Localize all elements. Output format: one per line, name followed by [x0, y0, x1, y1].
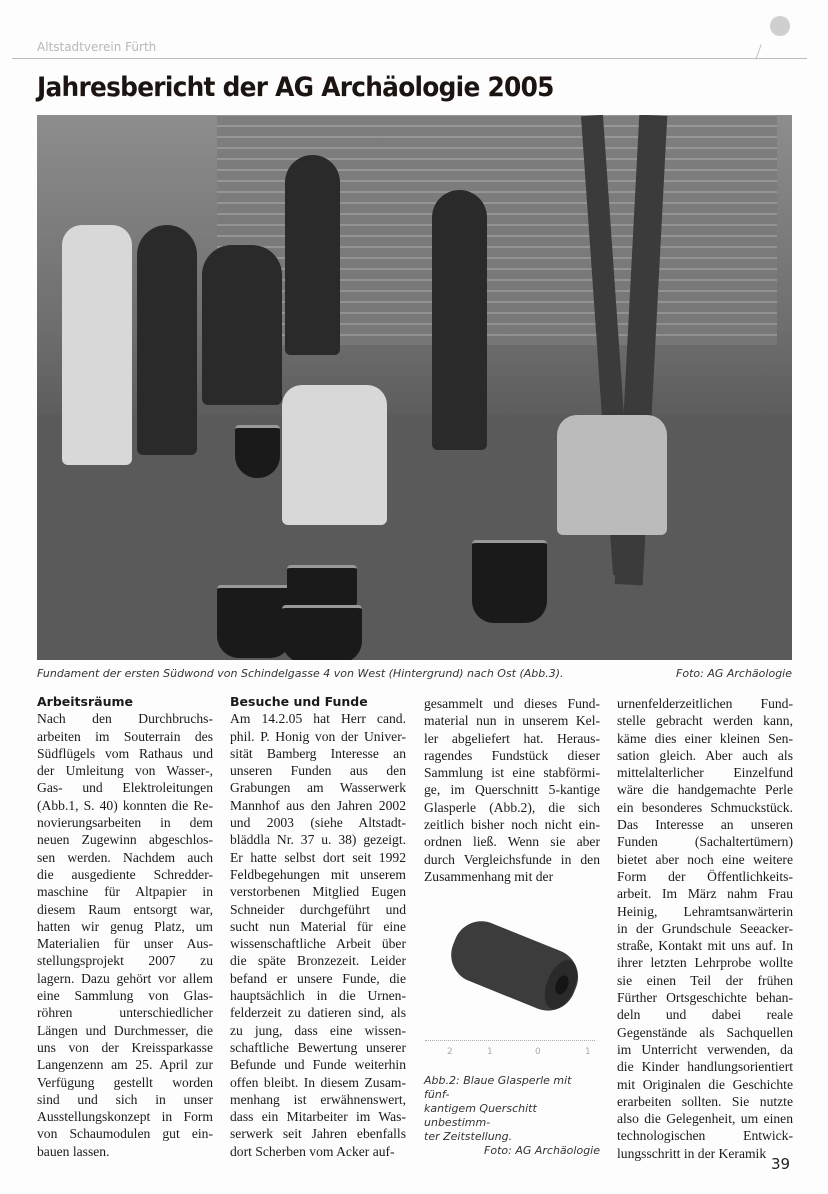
- kneeling-person: [282, 385, 387, 525]
- text-line: lungsschritt in der Keramik: [617, 1145, 767, 1161]
- text-line: diesem Raum entsorgt war,: [37, 901, 213, 917]
- text-line: mit Originalen die Geschichte: [617, 1076, 793, 1092]
- text-line: stelle gebracht werden kann,: [617, 713, 793, 729]
- text-line: uns von der Kreissparkasse: [37, 1039, 213, 1055]
- text-line: ge, im Querschnitt 5-kantige: [424, 782, 600, 798]
- text-line: in der Grundschule Seeacker-: [617, 920, 793, 936]
- text-column-4: [617, 695, 793, 1162]
- text-line: die ausgediente Schredder-: [37, 866, 213, 882]
- text-line: lagern. Dazu gehört vor allem: [37, 970, 213, 986]
- text-line: und 2003 (siehe Altstadt-: [230, 815, 406, 831]
- text-line: Form der Öffentlichkeits-: [617, 868, 793, 884]
- person: [137, 225, 197, 455]
- text-line: Befunde und Funde weiterhin: [230, 1057, 406, 1073]
- text-line: Gas- und Elektroleitungen: [37, 780, 213, 796]
- text-line: Sammlung ist eine stabförmi-: [424, 765, 600, 781]
- text-line: sind und sich in unser: [37, 1091, 213, 1107]
- text-line: gesammelt und dieses Fund-: [424, 696, 600, 711]
- text-line: wissenschaftliche Arbeit über: [230, 936, 406, 952]
- text-line: sität Bamberg Interesse an: [230, 745, 406, 761]
- text-line: (Abb.1, S. 40) konnten die Re-: [37, 797, 213, 813]
- excavation-photo: [37, 115, 792, 660]
- text-line: Am 14.2.05 hat Herr cand.: [230, 711, 406, 727]
- text-line: bauen lassen.: [37, 1143, 110, 1159]
- text-line: maschine für Altpapier in: [37, 884, 213, 900]
- person: [62, 225, 132, 465]
- bucket: [472, 540, 547, 623]
- text-line: von Schaumodulen gut ein-: [37, 1126, 213, 1142]
- text-line: erarbeiten sollten. Sie nutzte: [617, 1093, 793, 1109]
- column-heading: Besuche und Funde: [230, 694, 368, 709]
- caption-line: kantigem Querschitt unbestimm-: [424, 1102, 537, 1129]
- text-line: ordnen ließ. Wenn sie aber: [424, 834, 600, 850]
- text-line: die späte Bronzezeit. Leider: [230, 953, 406, 969]
- page-title: Jahresbericht der AG Archäologie 2005: [37, 72, 554, 103]
- figure-2-caption: [424, 1074, 600, 1158]
- text-line: sucht nun Material für eine: [230, 918, 406, 934]
- ruler-label: 1: [487, 1047, 493, 1057]
- caption-line: ter Zeitstellung.: [424, 1130, 513, 1143]
- text-line: felderzeit zu datieren sind, als: [230, 1005, 406, 1021]
- text-line: arbeiten im Souterrain des: [37, 728, 213, 744]
- text-line: bietet aber noch eine weitere: [617, 851, 793, 867]
- column-heading: Arbeitsräume: [37, 694, 133, 709]
- person: [285, 155, 340, 355]
- text-line: Verfügung gestellt worden: [37, 1074, 213, 1090]
- text-line: Heinig, Lehramtsanwärterin: [617, 903, 793, 919]
- kneeling-person: [557, 415, 667, 535]
- text-line: sie einen Teil der frühen: [617, 972, 793, 988]
- text-line: Schneider durchgeführt und: [230, 901, 406, 917]
- text-line: bläddla Nr. 37 u. 38) gezeigt.: [230, 832, 406, 848]
- text-line: neuen Zugewinn abgeschlos-: [37, 832, 213, 848]
- text-line: phil. P. Honig von der Univer-: [230, 728, 406, 744]
- text-line: novierungsarbeiten in dem: [37, 815, 213, 831]
- figure-2-credit: Foto: AG Archäologie: [484, 1144, 600, 1157]
- text-line: ler abgeliefert hat. Heraus-: [424, 730, 600, 746]
- text-line: dort Scherben vom Acker auf-: [230, 1143, 395, 1159]
- text-line: Funden (Sachaltertümern): [617, 834, 793, 850]
- text-line: schaftliche Bewertung unserer: [230, 1039, 406, 1055]
- text-line: sation gleich. Aber auch als: [617, 747, 793, 763]
- text-line: röhren unterschiedlicher: [37, 1005, 213, 1021]
- text-line: also die Gelegenheit, um einen: [617, 1111, 793, 1127]
- text-column-2: [230, 693, 406, 1160]
- running-header: Altstadtverein Fürth: [37, 40, 157, 54]
- photo-credit: Foto: AG Archäologie: [676, 667, 792, 680]
- text-line: straße, Kontakt mit uns auf. In: [617, 938, 793, 954]
- bucket: [282, 605, 362, 660]
- text-line: offen bleibt. In diesem Zusam-: [230, 1074, 406, 1090]
- text-line: wäre die handgemachte Perle: [617, 782, 793, 798]
- text-line: zu jung, dass eine wissen-: [230, 1022, 406, 1038]
- text-line: Er hatte selbst dort seit 1992: [230, 849, 406, 865]
- text-line: mittelalterlicher Einzelfund: [617, 765, 793, 781]
- text-line: im Unterricht verwenden, da: [617, 1041, 793, 1057]
- text-line: der Umleitung von Wasser-,: [37, 763, 213, 779]
- ruler-label: 0: [535, 1047, 541, 1057]
- text-line: sen werden. Nachdem auch: [37, 849, 213, 865]
- text-line: dass ein Mitarbeiter im Was-: [230, 1109, 406, 1125]
- text-line: hauptsächlich in die Urnen-: [230, 988, 406, 1004]
- text-line: Fürther Ortsgeschichte behan-: [617, 990, 793, 1006]
- text-line: Ausstellungskonzept in Form: [37, 1109, 213, 1125]
- photo-caption: Fundament der ersten Südwond von Schindelgasse 4 von West (Hintergrund) nach Ost (Abb.3).: [37, 667, 564, 680]
- text-line: eine Sammlung von Glas-: [37, 988, 213, 1004]
- text-line: ein besonderes Schmuckstück.: [617, 799, 793, 815]
- text-line: Das Interesse an unseren: [617, 817, 793, 833]
- scale-ruler: [425, 1040, 595, 1063]
- text-line: befand er unsere Funde, die: [230, 970, 406, 986]
- text-line: durch Vergleichsfunde in den: [424, 851, 600, 867]
- text-line: deln und dabei reale: [617, 1007, 793, 1023]
- person: [432, 190, 487, 450]
- text-line: Südflügels vom Rathaus und: [37, 745, 213, 761]
- text-line: Glasperle (Abb.2), die sich: [424, 799, 600, 815]
- glass-bead-photo: [440, 910, 590, 1020]
- text-line: käme dies einer kleinen Sen-: [617, 730, 793, 746]
- text-line: Gegenstände als Sachquellen: [617, 1024, 793, 1040]
- text-line: Langenzenn am 25. April zur: [37, 1057, 213, 1073]
- text-line: hatten wir genug Platz, um: [37, 918, 213, 934]
- text-line: ragendes Fundstück dieser: [424, 747, 600, 763]
- page-number: 39: [771, 1155, 791, 1173]
- caption-line: Abb.2: Blaue Glasperle mit fünf-: [424, 1074, 572, 1101]
- ruler-label: 1: [585, 1047, 591, 1057]
- bucket: [235, 425, 280, 478]
- header-rule: [12, 58, 807, 59]
- text-line: Materialien für unser Aus-: [37, 936, 213, 952]
- text-line: technologischen Entwick-: [617, 1128, 793, 1144]
- text-column-3: [424, 695, 600, 885]
- text-line: Nach den Durchbruchs-: [37, 711, 213, 727]
- text-line: material nun in unserem Kel-: [424, 713, 600, 729]
- header-logo-dot: [770, 16, 790, 36]
- text-line: Längen und Durchmesser, die: [37, 1022, 213, 1038]
- text-line: unseren Funden aus den: [230, 763, 406, 779]
- text-line: ihrer letzten Lehrprobe wollte: [617, 955, 793, 971]
- person: [202, 245, 282, 405]
- ruler-label: 2: [447, 1047, 453, 1057]
- text-line: serwerk seit Jahren ebenfalls: [230, 1126, 406, 1142]
- text-line: zeitlich bisher noch nicht ein-: [424, 817, 600, 833]
- text-column-1: [37, 693, 213, 1160]
- text-line: Mannhof aus den Jahren 2002: [230, 797, 406, 813]
- text-line: arbeit. Im März nahm Frau: [617, 886, 793, 902]
- text-line: stellungsprojekt 2007 zu: [37, 953, 213, 969]
- text-line: Zusammenhang mit der: [424, 868, 554, 884]
- bucket: [217, 585, 292, 658]
- text-line: verstorbenen Mitglied Eugen: [230, 884, 406, 900]
- text-line: Feldbegehungen mit unserem: [230, 866, 406, 882]
- text-line: die Kinder handlungsorientiert: [617, 1059, 793, 1075]
- text-line: Grabungen am Wasserwerk: [230, 780, 406, 796]
- text-line: urnenfelderzeitlichen Fund-: [617, 696, 793, 711]
- text-line: menhang ist erwähnenswert,: [230, 1091, 406, 1107]
